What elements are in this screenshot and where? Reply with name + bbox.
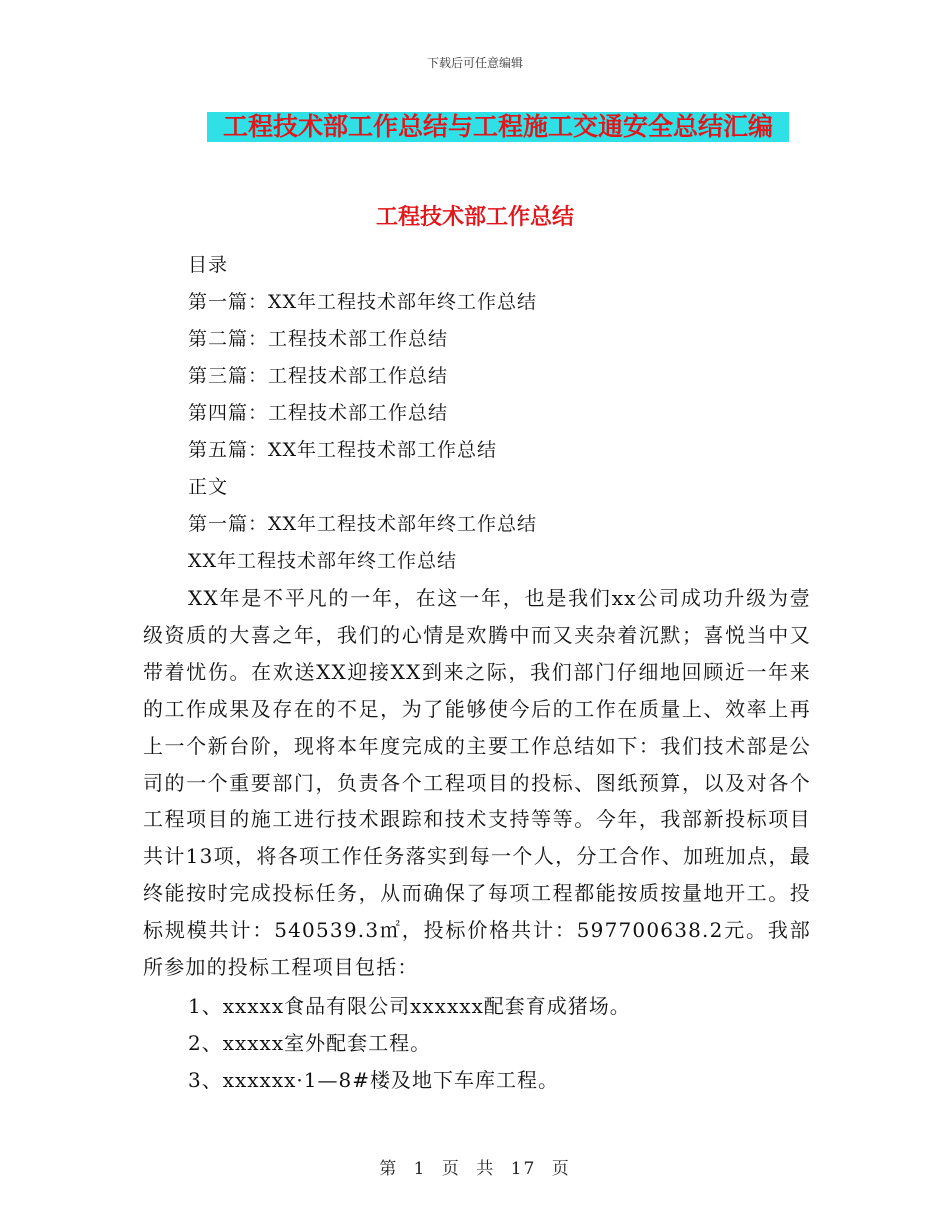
footer-total-unit: 页 — [551, 1159, 571, 1179]
toc-item-1: 第一篇：XX年工程技术部年终工作总结 — [188, 291, 538, 313]
chapter-title: 第一篇：XX年工程技术部年终工作总结 — [188, 513, 538, 535]
toc-item-3: 第三篇：工程技术部工作总结 — [188, 365, 449, 387]
header-note: 下载后可任意编辑 — [426, 56, 523, 70]
document-main-title: 工程技术部工作总结与工程施工交通安全总结汇编 — [207, 112, 789, 142]
list-item: 3、xxxxxx·1—8#楼及地下车库工程。 — [188, 1068, 559, 1092]
body-paragraph: XX年是不平凡的一年，在这一年，也是我们xx公司成功升级为壹级资质的大喜之年，我们的心情是欢腾中而又夹杂着沉默；喜悦当中又带着忧伤。在欢送XX迎接XX到来之际，我们部门仔细地回顾近一年来的工作成果及存在的不足，为了能够使今后的工作在质量上、效率上再上一个新台阶，现将本年度完成的主要工作总结如下：我们技术部是公司的一个重要部门，负责各个工程项目的投标、图纸预算，以及对各个工程项目的施工进行技术跟踪和技术支持等等。今年，我部新投标项目共计13项，将各项工作任务落实到每一个人，分工合作、加班加点，最终能按时完成投标任务，从而确保了每项工程都能按质按量地开工。投标规模共计：540539.3㎡，投标价格共计：597700638.2元。我部所参加的投标工程项目包括： — [143, 586, 811, 980]
list-item: 1、xxxxx食品有限公司xxxxxx配套育成猪场。 — [188, 994, 631, 1018]
toc-item-4: 第四篇：工程技术部工作总结 — [188, 402, 449, 424]
toc-item-2: 第二篇：工程技术部工作总结 — [188, 328, 449, 350]
footer-page-unit: 页 — [441, 1159, 461, 1179]
toc-item-5: 第五篇：XX年工程技术部工作总结 — [188, 439, 498, 461]
footer-total-prefix: 共 — [476, 1159, 496, 1179]
toc-heading: 目录 — [188, 254, 229, 276]
list-item: 2、xxxxx室外配套工程。 — [188, 1031, 432, 1055]
page-footer — [0, 1154, 950, 1179]
chapter-subtitle: XX年工程技术部年终工作总结 — [188, 550, 458, 572]
body-heading: 正文 — [188, 476, 229, 498]
footer-total-pages: 17 — [510, 1159, 537, 1179]
footer-prefix: 第 — [379, 1159, 399, 1179]
footer-page-number: 1 — [413, 1159, 427, 1179]
section-title: 工程技术部工作总结 — [375, 205, 574, 230]
